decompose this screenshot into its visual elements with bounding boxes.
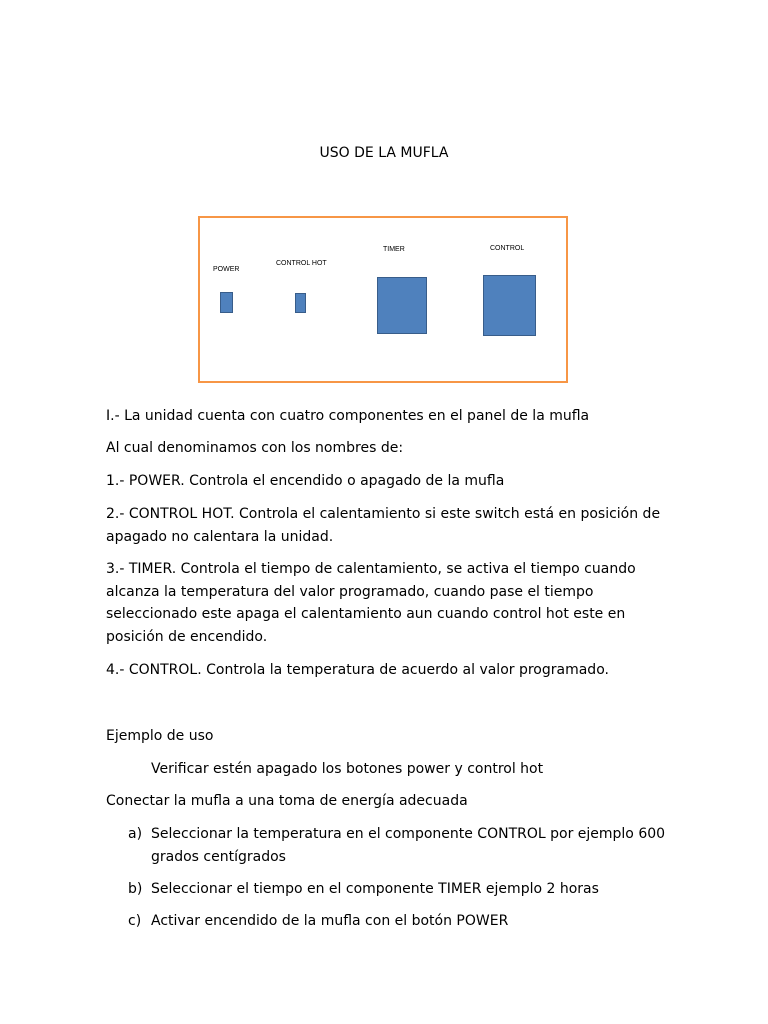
control-component-shape: [483, 275, 536, 336]
mufla-panel-diagram: [198, 216, 568, 383]
example-heading: Ejemplo de uso: [106, 728, 214, 744]
item-control-hot: 2.- CONTROL HOT. Controla el calentamiento si este switch está en posición de apagado no calentara la unidad.: [106, 506, 661, 545]
list-text: Seleccionar la temperatura en el componente CONTROL por ejemplo 600 grados centígrados: [151, 826, 666, 865]
control-hot-switch-shape: [295, 293, 306, 313]
list-text: Activar encendido de la mufla con el botón POWER: [151, 913, 509, 929]
page-title: USO DE LA MUFLA: [319, 145, 449, 161]
connect-paragraph: Conectar la mufla a una toma de energía adecuada: [106, 793, 468, 809]
list-marker: a): [128, 826, 143, 842]
control-label: CONTROL: [490, 245, 525, 252]
list-marker: b): [128, 881, 143, 897]
control-hot-label: CONTROL HOT: [276, 260, 327, 267]
power-switch-shape: [220, 292, 233, 313]
list-marker: c): [128, 913, 142, 929]
verify-paragraph: Verificar estén apagado los botones power y control hot: [151, 761, 544, 777]
item-power: 1.- POWER. Controla el encendido o apagado de la mufla: [106, 473, 505, 489]
intro-paragraph-2: Al cual denominamos con los nombres de:: [106, 440, 404, 456]
timer-component-shape: [377, 277, 427, 334]
power-label: POWER: [213, 266, 240, 273]
list-text: Seleccionar el tiempo en el componente TIMER ejemplo 2 horas: [151, 881, 599, 897]
timer-label: TIMER: [383, 246, 405, 253]
item-timer: 3.- TIMER. Controla el tiempo de calentamiento, se activa el tiempo cuando alcanza la temperatura del valor programado, cuando pase el tiempo seleccionado este apaga el calentamiento aun cuando control hot este en posición de encendido.: [106, 561, 636, 645]
intro-paragraph: I.- La unidad cuenta con cuatro componentes en el panel de la mufla: [106, 408, 590, 424]
item-control: 4.- CONTROL. Controla la temperatura de acuerdo al valor programado.: [106, 662, 609, 678]
